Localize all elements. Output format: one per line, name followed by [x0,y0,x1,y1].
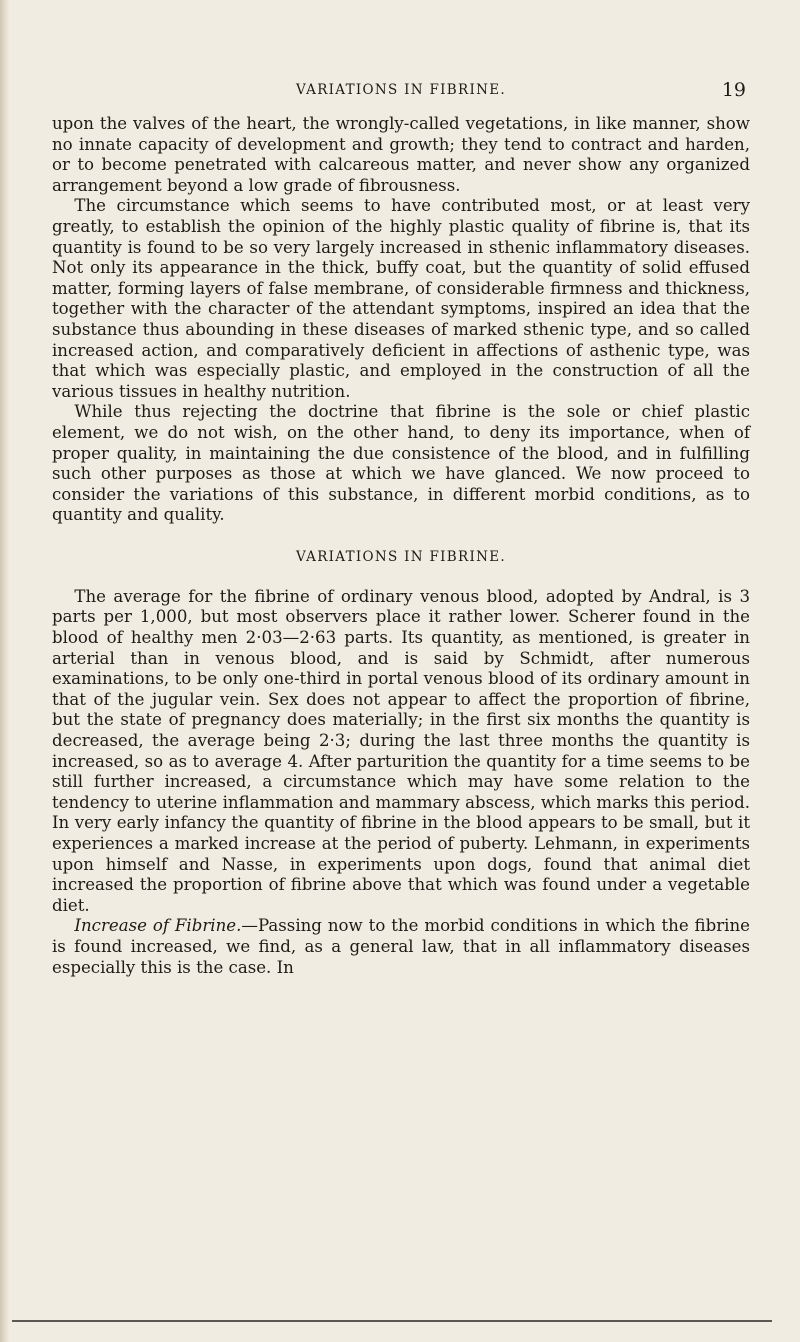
paragraph-increase-of-fibrine [52,916,750,978]
increase-label: Increase of Fibrine. [74,916,242,936]
bottom-rule [12,1320,772,1322]
page-body [52,114,750,978]
paragraph-average-fibrine: The average for the fibrine of ordinary venous blood, adopted by Andral, is 3 parts per 1,000, but most observers place it rather lower. Scherer found in the blood of healthy men 2·03—2·63 parts. Its quantity, as mentioned, is greater in arterial than in venous blood, and is said by Schmidt, after numerous examinations, to be only one-third in portal venous blood of its ordinary amount in that of the jugular vein. Sex does not appear to affect the proportion of fibrine, but the state of pregnancy does materially; in the first six months the quantity is decreased, the average being 2·3; during the last three months the quantity is increased, so as to average 4. After parturition the quantity for a time seems to be still further increased, a circumstance which may have some relation to the tendency to uterine inflammation and mammary abscess, which marks this period. In very early infancy the quantity of fibrine in the blood appears to be small, but it experiences a marked increase at the period of puberty. Lehmann, in experiments upon himself and Nasse, in experiments upon dogs, found that animal diet increased the proportion of fibrine above that which was found under a vegetable diet. [52,586,750,915]
paragraph-continuation: upon the valves of the heart, the wrongly-called vegetations, in like manner, show no innate capacity of development and growth; they tend to contract and harden, or to become penetrated with calcareous matter, and never show any organized arrangement beyond a low grade of fibrousness. [52,114,750,195]
page-edge-shadow [0,0,10,1342]
running-head [56,79,746,106]
section-heading: VARIATIONS IN FIBRINE. [296,548,506,565]
paragraph-fibrine-plasticity: The circumstance which seems to have contributed most, or at least very greatly, to establish the opinion of the highly plastic quality of fibrine is, that its quantity is found to be so very largely increased in sthenic inflammatory diseases. Not only its appearance in the thick, buffy coat, but the quantity of solid effused matter, forming layers of false membrane, of considerable firmness and thickness, together with the character of the attendant symptoms, inspired an idea that the substance thus abounding in these diseases of marked sthenic type, and so called increased action, and comparatively deficient in affections of asthenic type, was that which was especially plastic, and employed in the construction of all the various tissues in healthy nutrition. [52,196,750,401]
increase-text: —Passing now to the morbid conditions in which the fibrine is found increased, we find, as a general law, that in all inflammatory diseases especially this is the case. In [52,916,750,977]
page-number: 19 [721,79,746,101]
paragraph-rejecting-doctrine: While thus rejecting the doctrine that fibrine is the sole or chief plastic element, we do not wish, on the other hand, to deny its importance, when of proper quality, in maintaining the due consistence of the blood, and in fulfilling such other purposes as those at which we have glanced. We now proceed to consider the variations of this substance, in different morbid conditions, as to quantity and quality. [52,402,750,525]
running-title: VARIATIONS IN FIBRINE. [296,82,506,98]
